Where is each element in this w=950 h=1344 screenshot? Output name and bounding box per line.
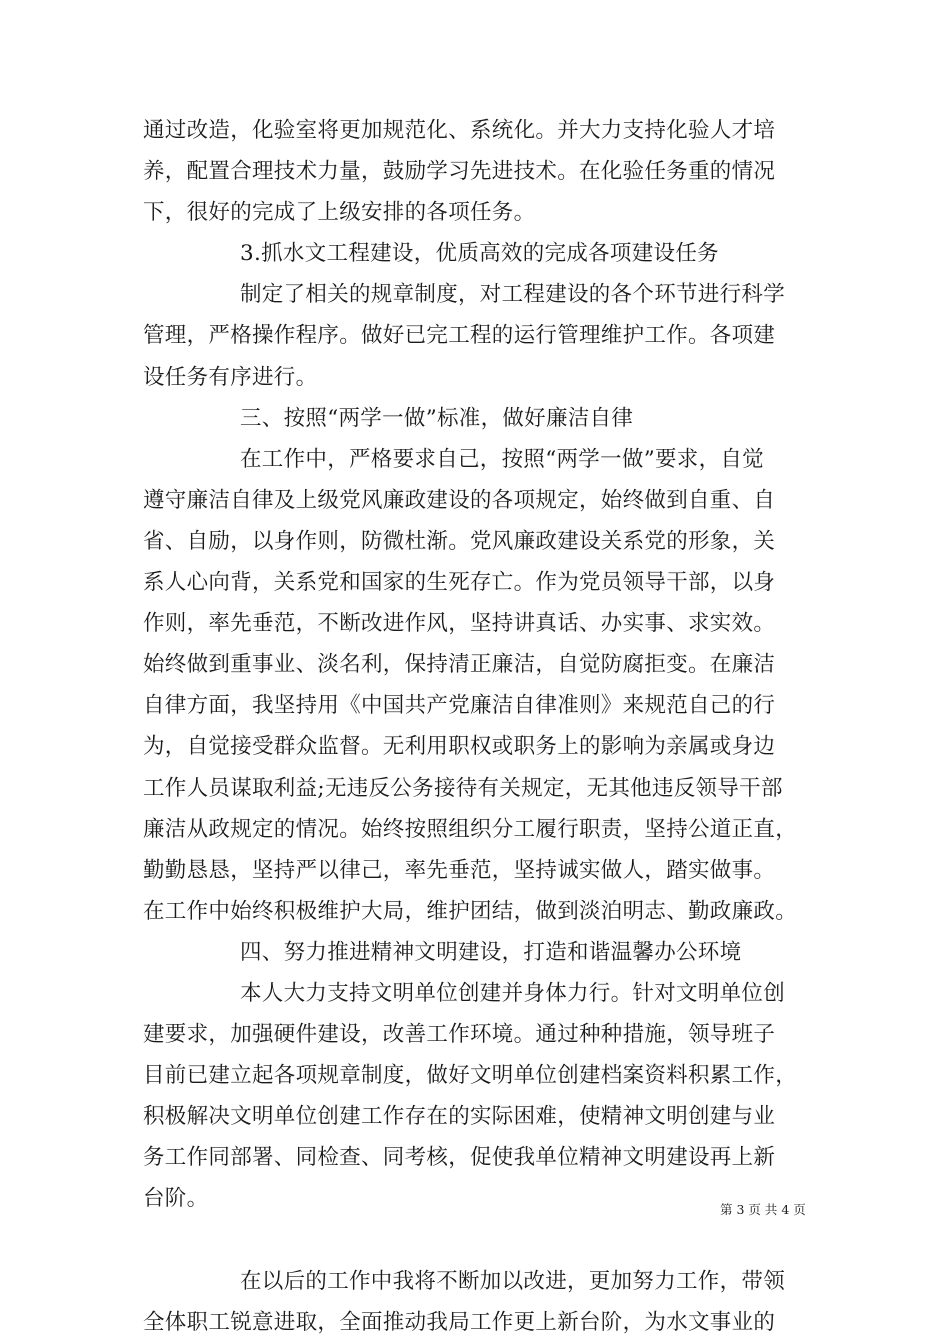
text-line: 管理，严格操作程序。做好已完工程的运行管理维护工作。各项建 xyxy=(143,323,776,349)
text-line: 在工作中始终积极维护大局，维护团结，做到淡泊明志、勤政廉政。 xyxy=(143,898,798,924)
text-line: 目前已建立起各项规章制度，做好文明单位创建档案资料积累工作， xyxy=(143,1063,798,1089)
text-line: 制定了相关的规章制度，对工程建设的各个环节进行科学 xyxy=(240,282,786,308)
text-line: 积极解决文明单位创建工作存在的实际困难，使精神文明创建与业 xyxy=(143,1104,776,1130)
text-line: 设任务有序进行。 xyxy=(143,364,318,390)
text-line: 养，配置合理技术力量，鼓励学习先进技术。在化验任务重的情况 xyxy=(143,159,776,185)
text-line: 遵守廉洁自律及上级党风廉政建设的各项规定，始终做到自重、自 xyxy=(143,487,776,513)
text-line: 廉洁从政规定的情况。始终按照组织分工履行职责，坚持公道正直， xyxy=(143,816,798,842)
text-line: 始终做到重事业、淡名利，保持清正廉洁，自觉防腐拒变。在廉洁 xyxy=(143,652,776,678)
text-line: 作则，率先垂范，不断改进作风，坚持讲真话、办实事、求实效。 xyxy=(143,611,776,637)
text-line: 在工作中，严格要求自己，按照“两学一做”要求，自觉 xyxy=(240,446,764,472)
text-line: 自律方面，我坚持用《中国共产党廉洁自律准则》来规范自己的行 xyxy=(143,693,776,719)
text-line: 建要求，加强硬件建设，改善工作环境。通过种种措施，领导班子 xyxy=(143,1022,776,1048)
text-line: 勤勤恳恳，坚持严以律己，率先垂范，坚持诚实做人，踏实做事。 xyxy=(143,857,776,883)
text-line: 下，很好的完成了上级安排的各项任务。 xyxy=(143,200,536,226)
text-line: 本人大力支持文明单位创建并身体力行。针对文明单位创 xyxy=(240,980,786,1006)
text-line xyxy=(143,1220,823,1261)
text-line: 系人心向背，关系党和国家的生死存亡。作为党员领导干部，以身 xyxy=(143,570,776,596)
page-number-footer: 第 3 页 共 4 页 xyxy=(720,1202,806,1217)
text-line: 省、自励，以身作则，防微杜渐。党风廉政建设关系党的形象，关 xyxy=(143,528,776,554)
text-line: 通过改造，化验室将更加规范化、系统化。并大力支持化验人才培 xyxy=(143,118,776,143)
document-body xyxy=(143,110,823,1343)
text-line: 在以后的工作中我将不断加以改进，更加努力工作，带领 xyxy=(240,1268,786,1294)
text-line: 为，自觉接受群众监督。无利用职权或职务上的影响为亲属或身边 xyxy=(143,734,776,760)
text-line: 全体职工锐意进取，全面推动我局工作更上新台阶，为水文事业的 xyxy=(143,1309,776,1335)
text-line: 三、按照“两学一做”标准，做好廉洁自律 xyxy=(240,405,634,431)
text-line: 台阶。 xyxy=(143,1186,209,1212)
text-line: 工作人员谋取利益;无违反公务接待有关规定，无其他违反领导干部 xyxy=(143,775,783,801)
text-line: 四、努力推进精神文明建设，打造和谐温馨办公环境 xyxy=(240,939,742,965)
text-line: 3.抓水文工程建设，优质高效的完成各项建设任务 xyxy=(240,241,719,267)
text-line: 务工作同部署、同检查、同考核，促使我单位精神文明建设再上新 xyxy=(143,1145,776,1171)
